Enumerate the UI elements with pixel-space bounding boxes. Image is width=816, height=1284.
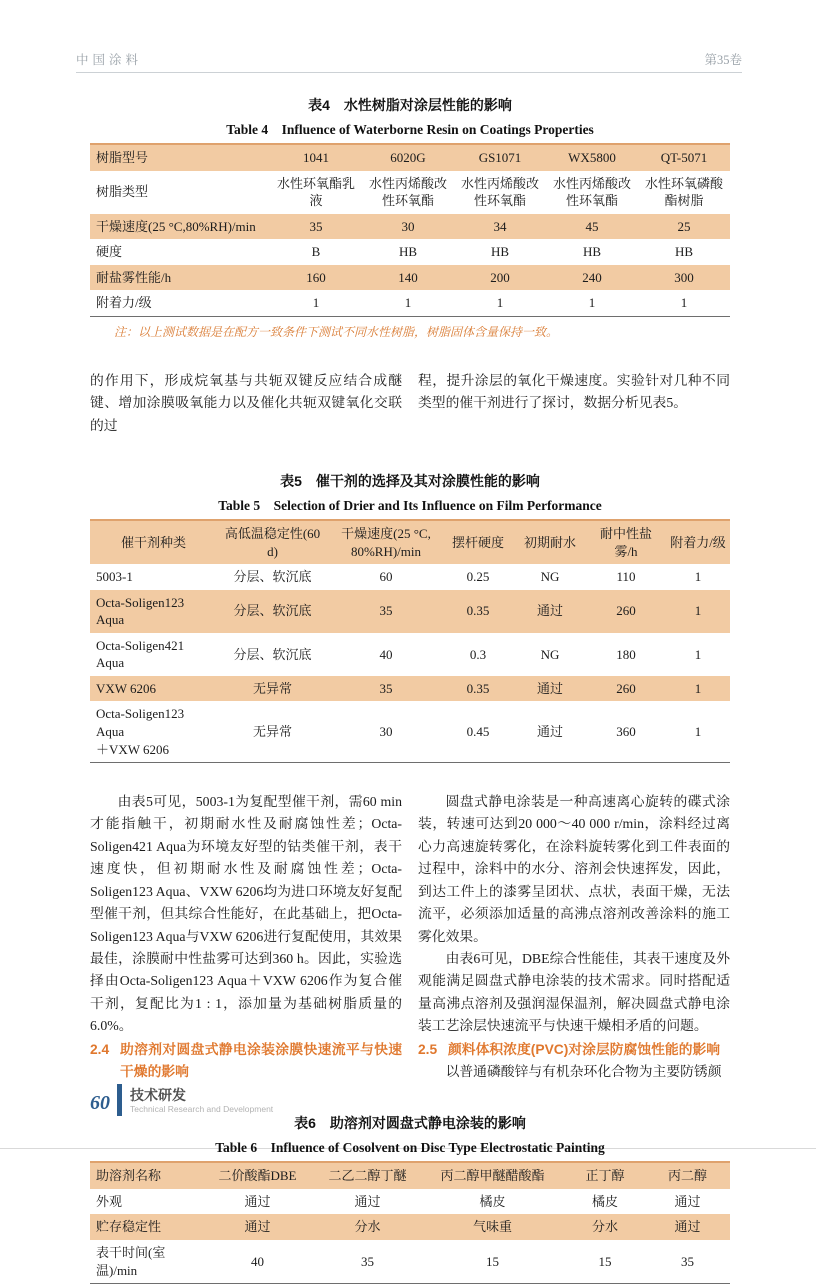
- table-cell: 通过: [354, 1193, 381, 1209]
- text-column-left: [90, 370, 402, 437]
- table-cell: 树脂型号: [96, 150, 149, 165]
- table-cell: 分层、软沉底: [233, 569, 312, 585]
- table-cell: 35: [309, 218, 323, 234]
- table-cell: 分水: [591, 1219, 618, 1235]
- table6: [90, 1161, 730, 1284]
- table-cell: 水性环氧酯乳液: [276, 175, 355, 209]
- table-cell: 催干剂种类: [120, 534, 186, 550]
- table-cell: B: [311, 244, 321, 260]
- table-cell: 高低温稳定性(60 d): [224, 526, 321, 559]
- volume-label: 第35卷: [704, 53, 742, 67]
- table-cell: 分水: [354, 1219, 381, 1235]
- table-cell: 140: [398, 269, 418, 285]
- section-heading-2-4: [90, 1039, 402, 1084]
- text-column-right: [418, 370, 730, 437]
- table-cell: 300: [674, 269, 694, 285]
- table-cell: 34: [493, 218, 507, 234]
- table-cell: 200: [490, 269, 510, 285]
- table-cell: NG: [540, 646, 560, 662]
- paragraph: 由表6可见，DBE综合性能佳，其表干速度及外观能满足圆盘式静电涂装的技术需求。同时搭配适量高沸点溶剂及强润湿保温剂，解决圆盘式静电涂装工艺涂层快速流平与快速干燥相矛盾的问题。: [418, 950, 730, 1034]
- table-cell: 附着力/级: [96, 295, 152, 311]
- table-cell: 水性丙烯酸改性环氧酯: [552, 175, 631, 209]
- table-row: [90, 701, 730, 762]
- table-row: [90, 676, 730, 702]
- table-row: [90, 1240, 730, 1284]
- table-cell: 160: [306, 269, 326, 285]
- table6-title-cn: 表6 助溶剂对圆盘式静电涂装的影响: [294, 1115, 526, 1132]
- table-cell: 丙二醇甲醚醋酸酯: [440, 1168, 545, 1184]
- table-cell: 25: [677, 218, 691, 234]
- table-cell: 分层、软沉底: [233, 603, 312, 619]
- table-cell: 35: [681, 1253, 694, 1269]
- table-cell: 1: [680, 295, 688, 311]
- table-cell: 通过: [536, 680, 563, 696]
- table5: [90, 519, 730, 763]
- table-cell: 110: [616, 569, 636, 585]
- table-cell: 30: [379, 723, 393, 739]
- table-cell: Octa-Soligen421 Aqua: [96, 637, 185, 671]
- table-cell: 0.35: [466, 680, 490, 696]
- body-text-middle: [90, 791, 730, 1083]
- table-cell: 5003-1: [96, 569, 133, 585]
- table-cell: 1: [694, 646, 702, 662]
- table-cell: 硬度: [96, 244, 123, 260]
- table-cell: HB: [490, 244, 510, 260]
- table-cell: 附着力/级: [670, 534, 726, 550]
- table-cell: 40: [379, 646, 393, 662]
- table-row: [90, 1162, 730, 1189]
- spacer: [90, 437, 730, 471]
- table-row: [90, 1189, 730, 1215]
- text-column-left: [90, 791, 402, 1083]
- table-cell: 助溶剂名称: [96, 1168, 162, 1184]
- table-row: [90, 1214, 730, 1240]
- table-cell: 1: [588, 295, 596, 311]
- table4: [90, 143, 730, 317]
- table-cell: 气味重: [472, 1219, 512, 1235]
- table-cell: HB: [674, 244, 694, 260]
- table5-title-cn: 表5 催干剂的选择及其对涂膜性能的影响: [280, 473, 540, 490]
- table-cell: 0.25: [466, 569, 490, 585]
- spacer: [90, 340, 730, 370]
- section-heading-2-5: [418, 1039, 730, 1061]
- table-cell: 通过: [674, 1219, 701, 1235]
- table-cell: 240: [582, 269, 602, 285]
- paragraph: 的作用下，形成烷氧基与共轭双键反应结合成醚键、增加涂膜吸氧能力以及催化共轭双键氧化交联的过: [90, 372, 402, 433]
- table-cell: 35: [379, 680, 393, 696]
- table-cell: 二价酸酯DBE: [218, 1168, 297, 1184]
- table-cell: 通过: [244, 1193, 271, 1209]
- table-cell: 通过: [674, 1193, 701, 1209]
- table-cell: 水性丙烯酸改性环氧酯: [460, 175, 539, 209]
- table-cell: 360: [616, 723, 636, 739]
- table-row: [90, 265, 730, 291]
- paragraph: 圆盘式静电涂装是一种高速离心旋转的碟式涂装，转速可达到20 000～40 000 r/min，涂料经过离心力高速旋转雾化，在涂料旋转雾化到工件表面的过程中，涂料中的水分、溶剂会快速挥发，因此，到达工件上的漆雾呈团状、点状，表面干燥，无法流平，必须添加适量的高沸点溶剂改善涂料的施工雾化效果。: [418, 794, 730, 944]
- table-cell: 初期耐水: [523, 534, 576, 550]
- table-cell: 表干时间(室温)/min: [96, 1244, 166, 1278]
- journal-page: [0, 50, 816, 1278]
- table-cell: 水性丙烯酸改性环氧酯: [368, 175, 447, 209]
- table-cell: WX5800: [568, 150, 616, 165]
- body-text-top: [90, 370, 730, 437]
- table4-title-en: Table 4 Influence of Waterborne Resin on Coatings Properties: [226, 122, 594, 137]
- table-cell: 35: [379, 603, 393, 619]
- table-cell: 通过: [244, 1219, 271, 1235]
- table-row: [90, 171, 730, 214]
- table5-title-en: Table 5 Selection of Drier and Its Influence on Film Performance: [218, 498, 602, 514]
- table-cell: 15: [598, 1253, 612, 1269]
- table-cell: Octa-Soligen123 Aqua ＋VXW 6206: [96, 706, 185, 757]
- table-cell: 二乙二醇丁醚: [328, 1168, 407, 1184]
- table-cell: 通过: [536, 603, 563, 619]
- table-cell: 1: [694, 569, 702, 585]
- table-cell: 1041: [303, 150, 329, 165]
- table-cell: 1: [694, 603, 702, 619]
- table-cell: HB: [582, 244, 602, 260]
- table-cell: 橘皮: [591, 1193, 618, 1209]
- table-cell: 260: [616, 680, 636, 696]
- paragraph: 由表5可见，5003-1为复配型催干剂，需60 min才能指触干，初期耐水性及耐腐蚀性差；Octa-Soligen421 Aqua为环境友好型的钴类催干剂，表干速度快，但初期耐水性及耐腐蚀性差；Octa-Soligen123 Aqua、VXW 6206均为进口环境友好复配型催干剂，但其综合性能好，在此基础上，把Octa-Soligen123 Aqua与VXW 6206进行复配使用，其效果最佳，涂膜耐中性盐雾可达到360 h。因此，实验选择由Octa-Soligen123 Aqua＋VXW 6206作为复合催干剂，复配比为1 : 1，添加量为基础树脂质量的6.0%。: [90, 794, 402, 1034]
- table-cell: Octa-Soligen123 Aqua: [96, 594, 185, 628]
- table4-note: 注：以上测试数据是在配方一致条件下测试不同水性树脂，树脂固体含量保持一致。: [114, 324, 559, 339]
- page-footer: [90, 1084, 273, 1116]
- spacer: [90, 763, 730, 791]
- table-cell: 无异常: [252, 680, 292, 696]
- running-head: [76, 50, 742, 73]
- footer-section-cn: 技术研发: [130, 1087, 186, 1104]
- section-title: 助溶剂对圆盘式静电涂装涂膜快速流平与快速干燥的影响: [120, 1041, 402, 1079]
- table-cell: 6020G: [390, 150, 426, 165]
- table-cell: GS1071: [478, 150, 522, 165]
- table-cell: 260: [616, 603, 636, 619]
- section-title: 颜料体积浓度(PVC)对涂层防腐蚀性能的影响: [448, 1041, 721, 1057]
- table-row: [90, 214, 730, 240]
- table-cell: 耐中性盐雾/h: [599, 526, 652, 559]
- table-cell: 1: [694, 723, 702, 739]
- table-cell: 干燥速度(25 °C,80%RH)/min: [96, 218, 256, 234]
- table-cell: 耐盐雾性能/h: [96, 269, 172, 285]
- table-cell: 1: [496, 295, 504, 311]
- footer-bar: [117, 1084, 122, 1116]
- table-row: [90, 144, 730, 171]
- table-cell: 通过: [536, 723, 563, 739]
- table-cell: 45: [585, 218, 599, 234]
- table-cell: HB: [398, 244, 418, 260]
- footer-section: [130, 1087, 273, 1116]
- text-column-right: [418, 791, 730, 1083]
- table4-title-cn: 表4 水性树脂对涂层性能的影响: [308, 97, 512, 113]
- section-number: 2.5: [418, 1041, 438, 1057]
- table-cell: 外观: [96, 1193, 123, 1209]
- table-cell: 15: [486, 1253, 499, 1269]
- table-cell: 0.35: [466, 603, 490, 619]
- journal-name: 中国涂料: [76, 53, 143, 67]
- table-cell: 1: [404, 295, 412, 311]
- table-cell: 1: [312, 295, 320, 311]
- footer-section-en: Technical Research and Development: [130, 1104, 274, 1115]
- table-cell: 水性环氧磷酸酯树脂: [644, 175, 723, 209]
- table-cell: 无异常: [252, 723, 292, 739]
- table-cell: 丙二醇: [667, 1168, 707, 1184]
- table6-title-en: Table 6 Influence of Cosolvent on Disc Type Electrostatic Painting: [215, 1140, 605, 1156]
- table-row: [90, 239, 730, 265]
- table-cell: 1: [694, 680, 702, 696]
- table-row: [90, 520, 730, 564]
- table-cell: VXW 6206: [96, 680, 157, 696]
- table-cell: 30: [401, 218, 415, 234]
- table-cell: 0.3: [469, 646, 487, 662]
- table-cell: QT-5071: [660, 150, 708, 165]
- table-cell: 干燥速度(25 °C, 80%RH)/min: [341, 526, 431, 559]
- table-cell: 35: [361, 1253, 374, 1269]
- table-cell: NG: [540, 569, 560, 585]
- paragraph: 程，提升涂层的氧化干燥速度。实验针对几种不同类型的催干剂进行了探讨，数据分析见表5。: [418, 372, 730, 411]
- table-cell: 60: [379, 569, 393, 585]
- section-number: 2.4: [90, 1041, 110, 1057]
- spacer: [0, 73, 816, 95]
- table-cell: 180: [616, 646, 636, 662]
- table-row: [90, 590, 730, 633]
- page-number: 60: [90, 1092, 110, 1114]
- table-row: [90, 564, 730, 590]
- table-cell: 0.45: [466, 723, 490, 739]
- table-row: [90, 633, 730, 676]
- table-cell: 贮存稳定性: [96, 1219, 162, 1235]
- table-cell: 40: [251, 1253, 264, 1269]
- paragraph: 以普通磷酸锌与有机杂环化合物为主要防锈颜: [445, 1063, 722, 1079]
- table-cell: 橘皮: [479, 1193, 506, 1209]
- table-cell: 正丁醇: [585, 1168, 625, 1184]
- table-cell: 树脂类型: [96, 184, 149, 200]
- table-row: [90, 290, 730, 316]
- table-cell: 分层、软沉底: [233, 646, 312, 662]
- table-cell: 摆杆硬度: [451, 534, 504, 550]
